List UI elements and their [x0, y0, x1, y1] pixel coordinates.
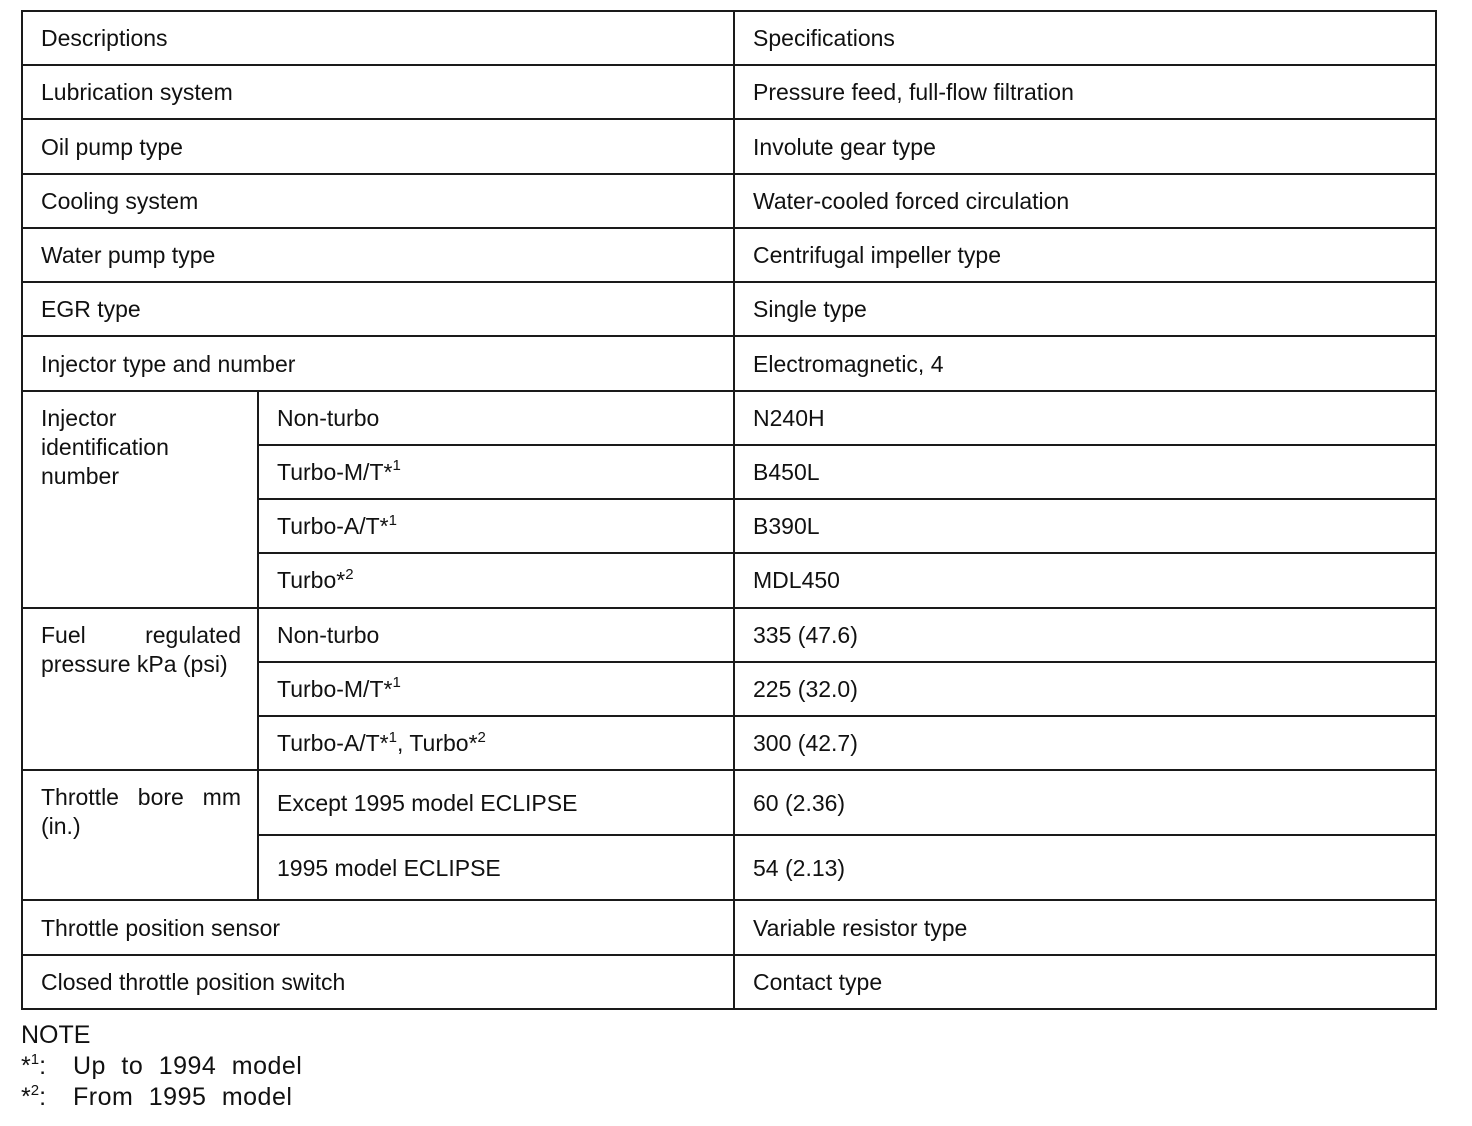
row-sublabel: Except 1995 model ECLIPSE	[258, 770, 734, 835]
note-asterisk: *	[21, 1083, 31, 1111]
row-label: Lubrication system	[22, 65, 734, 119]
table-row	[22, 65, 1436, 119]
specifications-table	[21, 10, 1437, 1010]
row-value: Single type	[734, 282, 1436, 336]
table-row	[22, 391, 1436, 445]
sublabel-text: Turbo-M/T*	[277, 675, 393, 702]
footnote-mark: 1	[392, 674, 401, 692]
footnote-mark: 2	[30, 1081, 40, 1099]
fuel-pressure-group-label: Fuel regulated pressure kPa (psi)	[22, 608, 258, 771]
footnote-mark: 2	[345, 565, 354, 583]
note-mark	[21, 1051, 73, 1082]
table-row	[22, 955, 1436, 1009]
table-row	[22, 228, 1436, 282]
footnote-mark: 1	[392, 457, 401, 475]
footnote-mark: 1	[30, 1050, 40, 1068]
row-value: MDL450	[734, 553, 1436, 607]
row-label: Closed throttle position switch	[22, 955, 734, 1009]
row-value: Electromagnetic, 4	[734, 336, 1436, 390]
injector-id-group-label: Injector identification number	[22, 391, 258, 608]
row-value: Pressure feed, full-flow filtration	[734, 65, 1436, 119]
note-title: NOTE	[21, 1021, 91, 1049]
row-sublabel	[258, 662, 734, 716]
note-text: From 1995 model	[73, 1083, 293, 1111]
sublabel-text: Non-turbo	[277, 404, 380, 431]
sublabel-text: , Turbo*	[396, 730, 478, 757]
row-value: B450L	[734, 445, 1436, 499]
footnote-mark: 1	[388, 511, 397, 529]
row-value: Involute gear type	[734, 119, 1436, 173]
table-row	[22, 336, 1436, 390]
row-value: Water-cooled forced circulation	[734, 174, 1436, 228]
note-mark	[21, 1082, 73, 1113]
table-row	[22, 174, 1436, 228]
footnote-mark: 2	[477, 728, 486, 746]
table-row	[22, 608, 1436, 662]
table-row	[22, 282, 1436, 336]
note-item	[21, 1051, 302, 1082]
row-sublabel	[258, 445, 734, 499]
row-value: 54 (2.13)	[734, 835, 1436, 900]
row-sublabel	[258, 608, 734, 662]
row-value: 60 (2.36)	[734, 770, 1436, 835]
sublabel-text: Turbo-A/T*	[277, 513, 389, 540]
row-value: B390L	[734, 499, 1436, 553]
descriptions-header: Descriptions	[22, 11, 734, 65]
note-asterisk: *	[21, 1052, 31, 1080]
row-sublabel	[258, 391, 734, 445]
sublabel-text: Turbo-A/T*	[277, 730, 389, 757]
note-colon: :	[39, 1083, 47, 1111]
table-header-row	[22, 11, 1436, 65]
row-sublabel: 1995 model ECLIPSE	[258, 835, 734, 900]
row-value: 225 (32.0)	[734, 662, 1436, 716]
row-sublabel	[258, 553, 734, 607]
table-row	[22, 900, 1436, 954]
sublabel-text: Turbo-M/T*	[277, 458, 393, 485]
row-label: Cooling system	[22, 174, 734, 228]
row-value: Variable resistor type	[734, 900, 1436, 954]
row-sublabel	[258, 499, 734, 553]
row-value: Centrifugal impeller type	[734, 228, 1436, 282]
row-value: 300 (42.7)	[734, 716, 1436, 770]
throttle-bore-group-label: Throttle bore mm (in.)	[22, 770, 258, 900]
row-value: N240H	[734, 391, 1436, 445]
note-item	[21, 1082, 302, 1113]
table-row	[22, 770, 1436, 835]
row-label: Throttle position sensor	[22, 900, 734, 954]
row-sublabel	[258, 716, 734, 770]
row-label: Oil pump type	[22, 119, 734, 173]
row-label: Water pump type	[22, 228, 734, 282]
row-label: EGR type	[22, 282, 734, 336]
row-value: Contact type	[734, 955, 1436, 1009]
row-value: 335 (47.6)	[734, 608, 1436, 662]
note-text: Up to 1994 model	[73, 1052, 303, 1080]
note-colon: :	[39, 1052, 47, 1080]
note-section	[21, 1020, 302, 1113]
table-row	[22, 119, 1436, 173]
sublabel-text: Turbo*	[277, 567, 346, 594]
sublabel-text: Non-turbo	[277, 621, 380, 648]
row-label: Injector type and number	[22, 336, 734, 390]
specifications-header: Specifications	[734, 11, 1436, 65]
footnote-mark: 1	[388, 728, 397, 746]
